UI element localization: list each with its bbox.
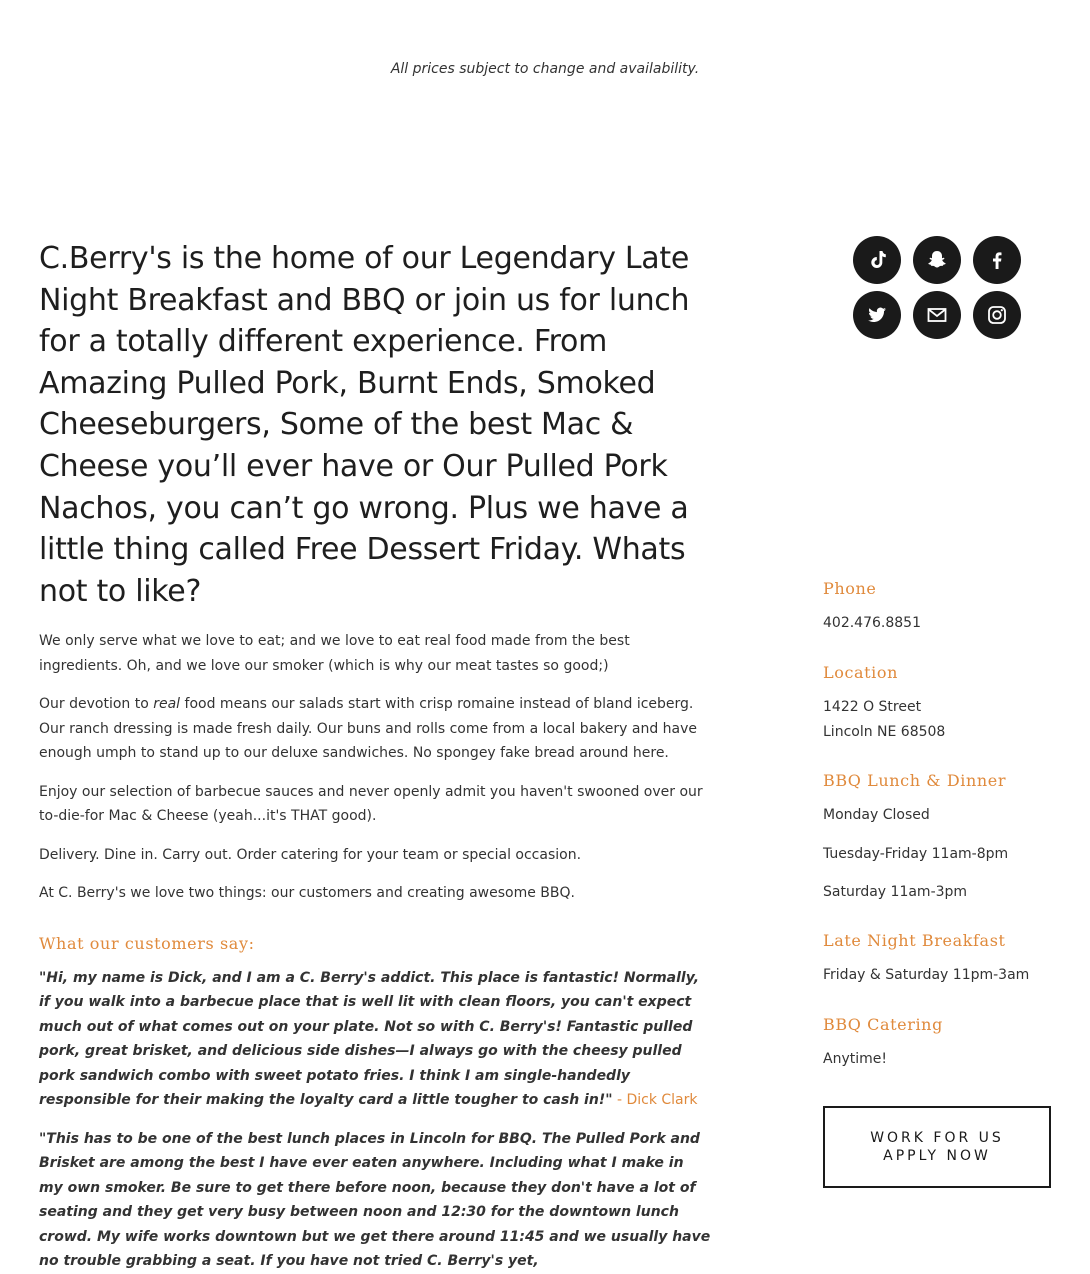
address-line-1: 1422 O Street: [823, 699, 922, 715]
breakfast-block: [823, 929, 1063, 988]
tiktok-icon: [865, 248, 889, 272]
phone-heading: Phone: [823, 579, 877, 598]
cta-line-2: APPLY NOW: [883, 1148, 991, 1164]
review-text: "Hi, my name is Dick, and I am a C. Berry's addict. This place is fantastic! Normally, if you walk into a barbecue place that is well lit with clean floors, you can't expect much out of what comes out on your plate. Not so with C. Berry's! Fantastic pulled pork, great brisket, and delicious side dishes—I always go with the cheesy pulled pork sandwich combo with sweet potato fries. I think I am single-handedly responsible for their making the loyalty card a little tougher to cash in!": [39, 969, 700, 1109]
hours-saturday: Saturday 11am-3pm: [823, 884, 968, 900]
breakfast-heading: Late Night Breakfast: [823, 931, 1006, 950]
reviews-heading: What our customers say:: [39, 933, 255, 953]
location-block: [823, 661, 1063, 744]
values-paragraph: At C. Berry's we love two things: our customers and creating awesome BBQ.: [39, 885, 575, 902]
review-quote: [39, 1127, 711, 1274]
work-for-us-button[interactable]: [823, 1106, 1051, 1188]
phone-block: [823, 577, 1063, 636]
cta-line-1: WORK FOR US: [870, 1130, 1004, 1146]
phone-number[interactable]: 402.476.8851: [823, 615, 921, 631]
email-icon: [925, 303, 949, 327]
twitter-link[interactable]: [853, 291, 901, 339]
lunch-heading: BBQ Lunch & Dinner: [823, 771, 1007, 790]
hours-monday: Monday Closed: [823, 807, 930, 823]
devotion-text-start: Our devotion to: [39, 696, 154, 713]
sauces-paragraph: Enjoy our selection of barbecue sauces and never openly admit you haven't swooned over our to-die-for Mac & Cheese (yeah...it's THAT good).: [39, 783, 703, 825]
price-disclaimer: All prices subject to change and availability.: [390, 61, 700, 77]
facebook-link[interactable]: [973, 236, 1021, 284]
instagram-link[interactable]: [973, 291, 1021, 339]
devotion-text-end: food means our salads start with crisp romaine instead of bland iceberg. Our ranch dressing is made fresh daily. Our buns and rolls come from a local bakery and have enough umph to stand up to our deluxe sandwiches. No spongey fake bread around here.: [39, 696, 698, 762]
twitter-icon: [865, 303, 889, 327]
catering-text: Anytime!: [823, 1051, 887, 1067]
location-heading: Location: [823, 663, 899, 682]
page-headline: C.Berry's is the home of our Legendary Late Night Breakfast and BBQ or join us for lunch for a totally different experience. From Amazing Pulled Pork, Burnt Ends, Smoked Cheeseburgers, Some of the best Mac & Cheese you’ll ever have or Our Pulled Pork Nachos, you can’t go wrong. Plus we have a little thing called Free Dessert Friday. Whats not to like?: [39, 241, 690, 609]
tiktok-link[interactable]: [853, 236, 901, 284]
lunch-hours-block: [823, 769, 1063, 905]
devotion-emphasis: real: [153, 696, 181, 713]
catering-heading: BBQ Catering: [823, 1015, 943, 1034]
facebook-icon: [985, 248, 1009, 272]
intro-paragraph: We only serve what we love to eat; and we love to eat real food made from the best ingredients. Oh, and we love our smoker (which is why our meat tastes so good;): [39, 633, 630, 674]
address-line-2: Lincoln NE 68508: [823, 723, 946, 740]
main-content: [39, 238, 711, 1274]
snapchat-link[interactable]: [913, 236, 961, 284]
review-text: "This has to be one of the best lunch places in Lincoln for BBQ. The Pulled Pork and Brisket are among the best I have ever eaten anywhere. Including what I make in my own smoker. Be sure to get there before noon, because they don't have a lot of seating and they get very busy between noon and 12:30 for the downtown lunch crowd. My wife works downtown but we get there around 11:45 and we usually have no trouble grabbing a seat. If you have not tried C. Berry's yet,: [39, 1130, 711, 1270]
review-quote: [39, 966, 711, 1113]
snapchat-icon: [925, 248, 949, 272]
services-paragraph: Delivery. Dine in. Carry out. Order catering for your team or special occasion.: [39, 846, 582, 863]
review-author: - Dick Clark: [612, 1092, 698, 1109]
email-link[interactable]: [913, 291, 961, 339]
breakfast-hours: Friday & Saturday 11pm-3am: [823, 967, 1030, 983]
devotion-paragraph: [39, 692, 711, 766]
catering-block: [823, 1013, 1063, 1072]
hours-tue-fri: Tuesday-Friday 11am-8pm: [823, 845, 1009, 862]
instagram-icon: [985, 303, 1009, 327]
